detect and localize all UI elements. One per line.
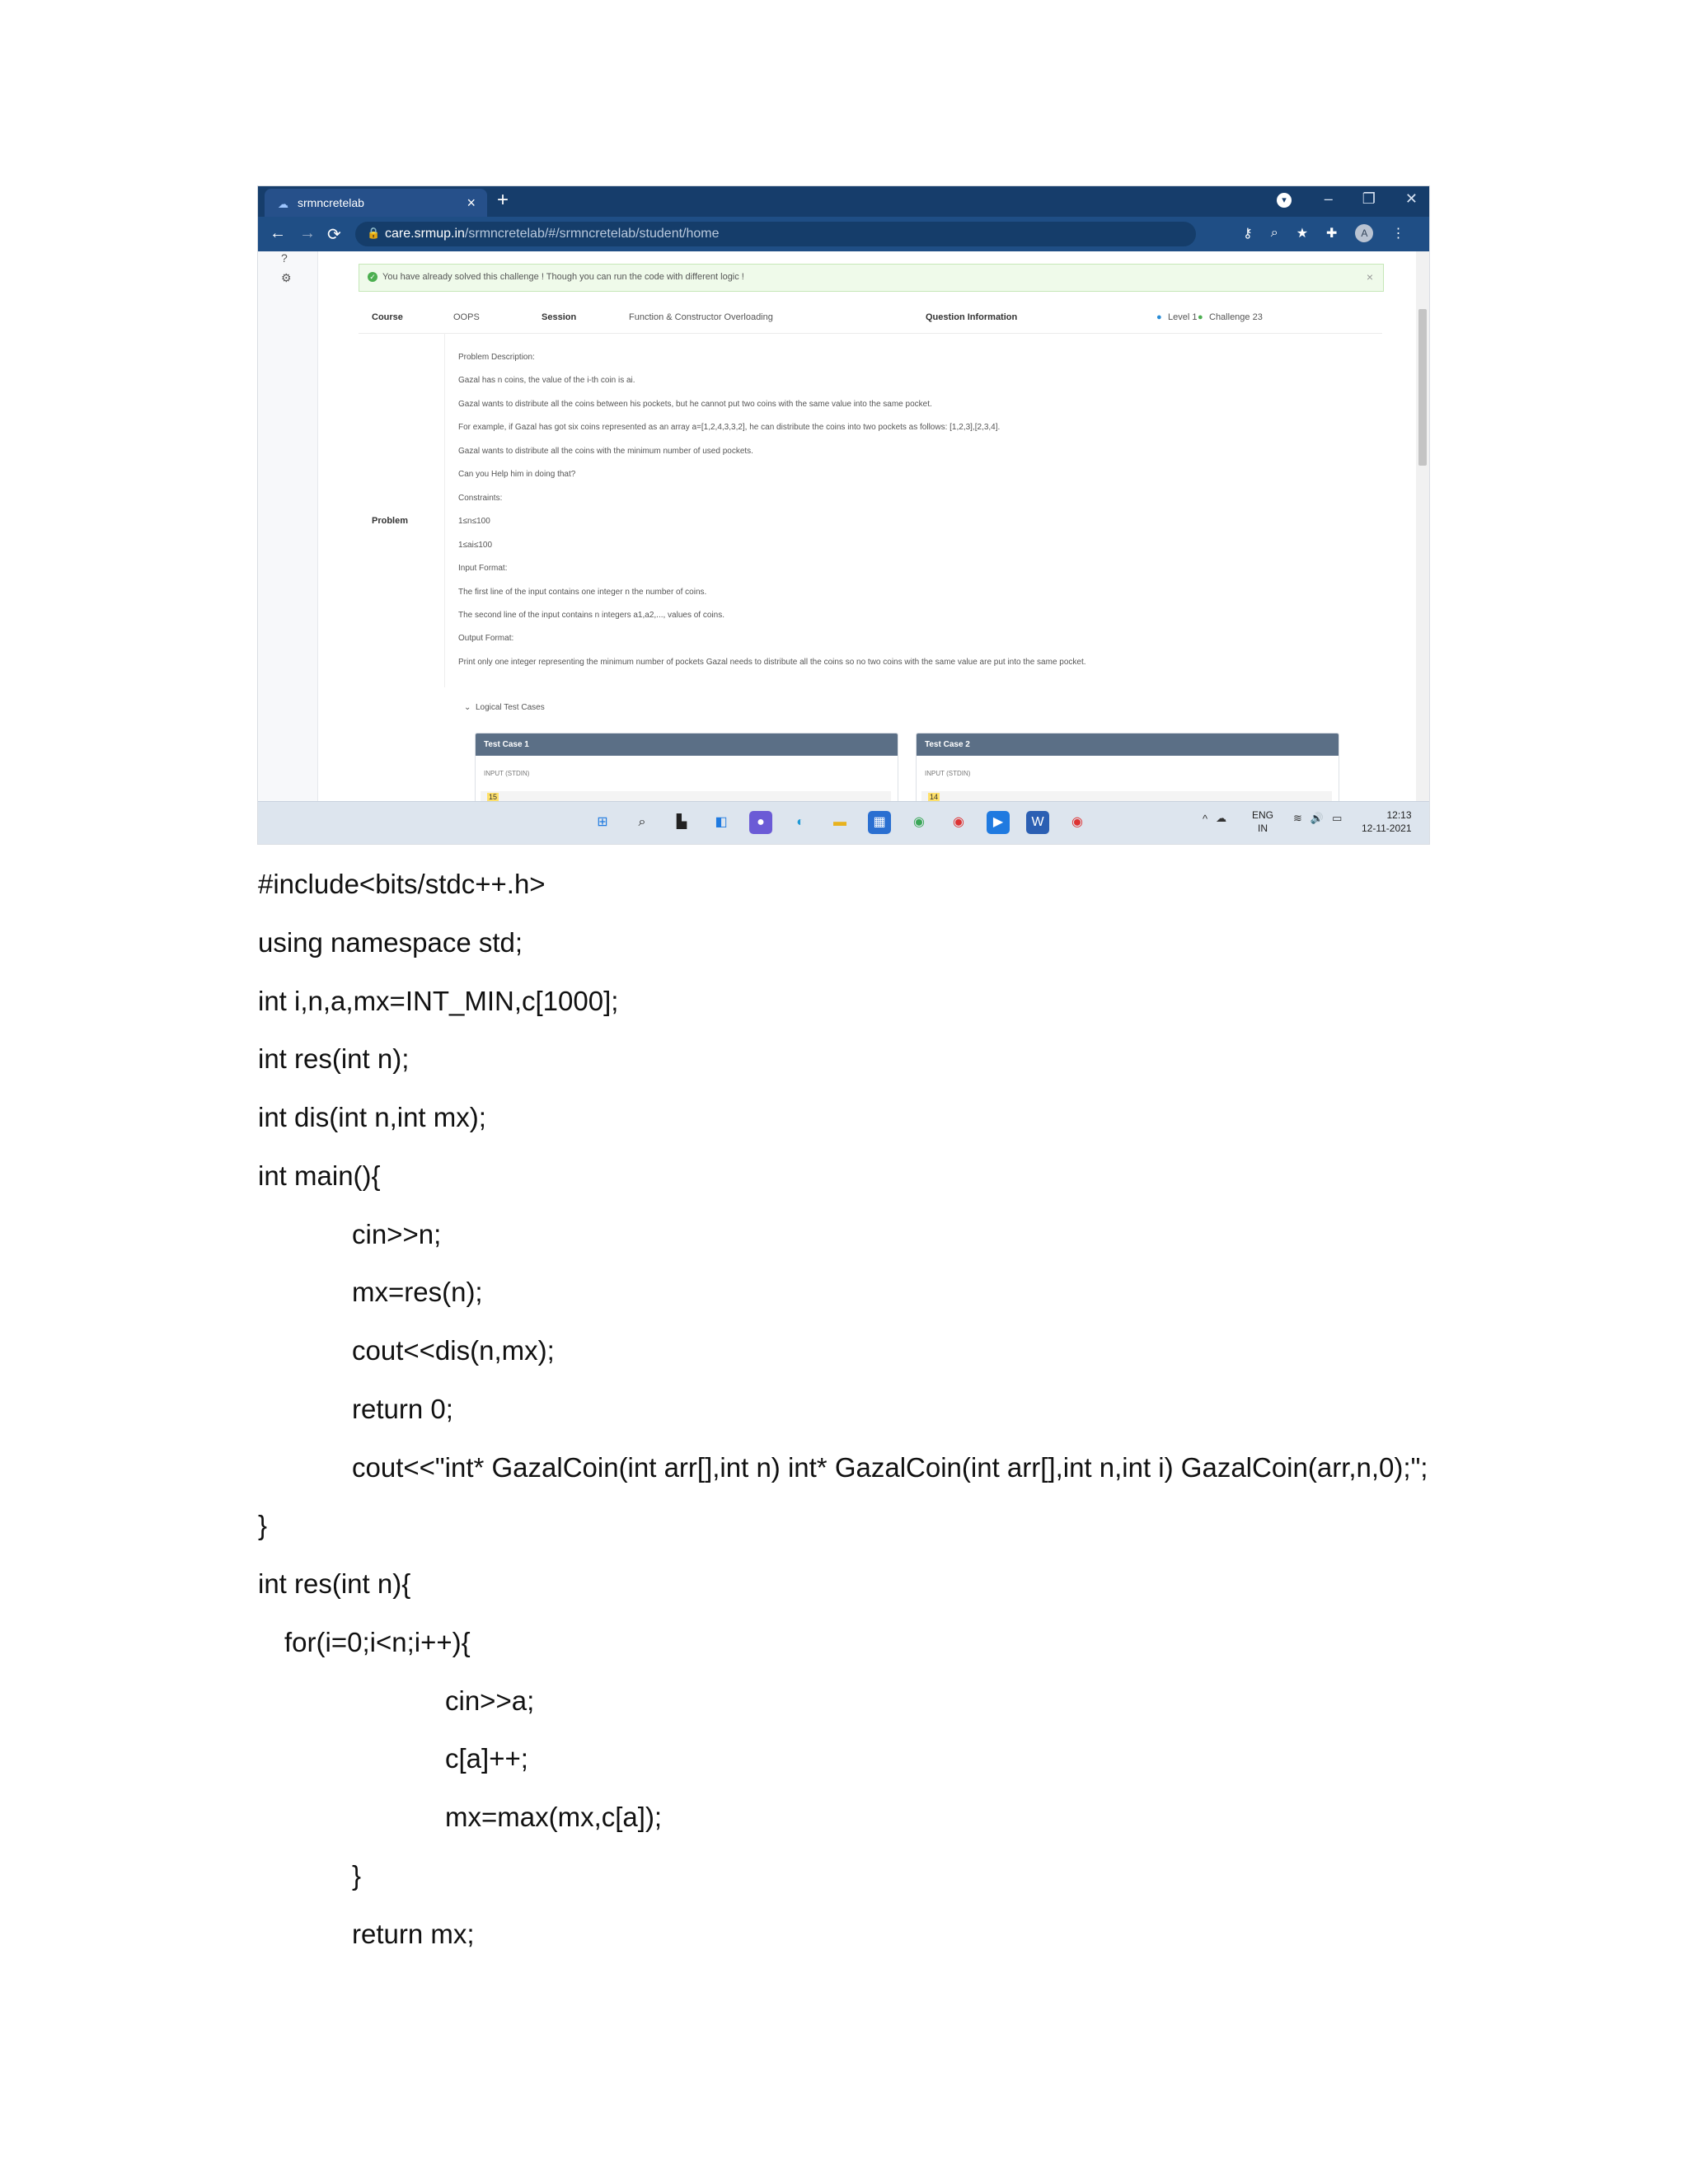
clock-time: 12:13 xyxy=(1386,809,1412,821)
problem-line: 1≤ai≤100 xyxy=(458,541,493,550)
code-line: int dis(int n,int mx); xyxy=(258,1102,486,1132)
code-line: cin>>n; xyxy=(352,1219,442,1249)
star-icon[interactable]: ★ xyxy=(1296,227,1309,241)
test-case-title: Test Case 1 xyxy=(476,733,898,756)
problem-line: The second line of the input contains n integers a1,a2,..., values of coins. xyxy=(458,611,724,620)
tab-close-button[interactable]: × xyxy=(467,194,476,211)
onedrive-icon[interactable]: ☁ xyxy=(1216,812,1227,824)
test-cases-label: Logical Test Cases xyxy=(475,703,545,712)
back-icon[interactable]: ← xyxy=(270,224,286,242)
input-box[interactable] xyxy=(921,791,1332,801)
chrome-profile-icon[interactable]: ◉ xyxy=(953,815,964,829)
web-page xyxy=(258,251,1429,801)
wifi-icon[interactable]: ≋ xyxy=(1293,812,1302,824)
chat-icon[interactable]: ● xyxy=(749,811,772,834)
chevron-up-icon[interactable]: ^ xyxy=(1203,812,1208,825)
battery-icon[interactable]: ▭ xyxy=(1332,812,1343,824)
code-line: #include<bits/stdc++.h> xyxy=(258,869,546,899)
volume-icon[interactable]: 🔊 xyxy=(1310,812,1325,824)
session-value: Function & Constructor Overloading xyxy=(629,312,773,322)
input-box[interactable] xyxy=(481,791,891,801)
code-line: } xyxy=(352,1860,362,1891)
url-path: /srmncretelab/#/srmncretelab/student/home xyxy=(464,227,720,241)
reload-icon[interactable]: ⟳ xyxy=(327,226,341,244)
code-line: return mx; xyxy=(352,1919,475,1949)
check-icon: ✓ xyxy=(368,272,377,282)
session-label: Session xyxy=(542,312,577,322)
media-player-icon[interactable]: ▶ xyxy=(987,811,1010,834)
problem-line: Gazal has n coins, the value of the i-th coin is ai. xyxy=(458,376,635,385)
profile-avatar[interactable]: A xyxy=(1355,224,1373,242)
page-scrollbar[interactable] xyxy=(1416,251,1429,801)
level-dot: ● xyxy=(1156,312,1162,322)
start-icon[interactable]: ⊞ xyxy=(597,815,608,829)
code-line: for(i=0;i<n;i++){ xyxy=(284,1627,471,1657)
test-case-card xyxy=(916,733,1339,801)
chevron-down-icon: ⌄ xyxy=(464,703,471,712)
course-label: Course xyxy=(372,312,403,322)
course-value: OOPS xyxy=(453,312,480,322)
problem-line: For example, if Gazal has got six coins represented as an array a=[1,2,4,3,3,2], he can distribute the coins into two pockets as follows: [1,2,3],[2,3,4]. xyxy=(458,423,1001,432)
language-indicator[interactable] xyxy=(1252,808,1273,835)
clock-date: 12-11-2021 xyxy=(1362,823,1412,834)
problem-line: Can you Help him in doing that? xyxy=(458,470,576,479)
download-icon[interactable]: ▾ xyxy=(1277,193,1292,208)
input-label: INPUT (STDIN) xyxy=(484,770,530,777)
challenge-value: Challenge 23 xyxy=(1209,312,1263,322)
code-line: int res(int n); xyxy=(258,1043,410,1074)
banner-message: You have already solved this challenge ! Though you can run the code with different logic ! xyxy=(382,272,744,282)
problem-line: Gazal wants to distribute all the coins with the minimum number of used pockets. xyxy=(458,447,753,456)
cloud-icon: ☁ xyxy=(278,198,288,210)
help-icon[interactable]: ? xyxy=(281,251,288,265)
status-icons xyxy=(1293,812,1342,825)
code-line: mx=res(n); xyxy=(352,1277,483,1307)
problem-line: Input Format: xyxy=(458,564,508,573)
success-banner xyxy=(359,264,1384,292)
problem-label: Problem xyxy=(372,516,409,526)
search-icon[interactable]: ⌕ xyxy=(638,815,646,829)
problem-line: Constraints: xyxy=(458,494,503,503)
code-line: int res(int n){ xyxy=(258,1568,411,1599)
tab-bar xyxy=(258,186,1429,217)
code-line: mx=max(mx,c[a]); xyxy=(445,1802,663,1832)
code-line: cout<<"int* GazalCoin(int arr[],int n) int* GazalCoin(int arr[],int n,int i) GazalCoin(arr,n,0);"; xyxy=(352,1452,1428,1483)
lang-top: ENG xyxy=(1252,809,1274,821)
key-icon[interactable]: ⚷ xyxy=(1243,227,1253,241)
problem-line: The first line of the input contains one integer n the number of coins. xyxy=(458,588,707,597)
test-case-title: Test Case 2 xyxy=(917,733,1339,756)
problem-line: Gazal wants to distribute all the coins between his pockets, but he cannot put two coins with the same value into the same pocket. xyxy=(458,400,932,409)
menu-icon[interactable]: ⋮ xyxy=(1391,227,1405,241)
url-field[interactable] xyxy=(355,222,1196,246)
lock-icon: 🔒 xyxy=(367,227,381,239)
left-rail xyxy=(258,251,318,801)
browser-tab[interactable] xyxy=(265,189,487,217)
task-view-icon[interactable]: ▙ xyxy=(676,815,687,829)
taskbar-apps xyxy=(591,811,1089,834)
lang-bottom: IN xyxy=(1258,823,1268,834)
address-bar-row xyxy=(258,217,1429,251)
code-line: } xyxy=(258,1510,268,1540)
zoom-icon[interactable]: ⌕ xyxy=(1270,226,1278,240)
problem-line: Problem Description: xyxy=(458,353,535,362)
code-line: c[a]++; xyxy=(445,1743,528,1774)
restore-button[interactable]: ❐ xyxy=(1362,190,1376,207)
close-window-button[interactable]: ✕ xyxy=(1404,190,1418,207)
browser-screenshot xyxy=(258,186,1429,844)
file-explorer-icon[interactable]: ▬ xyxy=(833,815,846,829)
store-icon[interactable]: ▦ xyxy=(868,811,891,834)
code-line: return 0; xyxy=(352,1394,453,1424)
windows-taskbar xyxy=(258,801,1429,844)
chrome-icon[interactable]: ◉ xyxy=(913,815,925,829)
scrollbar-thumb[interactable] xyxy=(1418,309,1427,466)
clock[interactable] xyxy=(1362,808,1412,835)
window-controls xyxy=(1325,190,1418,208)
code-line: cin>>a; xyxy=(445,1685,535,1716)
problem-line: Print only one integer representing the minimum number of pockets Gazal needs to distribute all the coins so no two coins with the same value are put into the same pocket. xyxy=(458,658,1086,667)
question-info-label: Question Information xyxy=(926,312,1018,322)
toolbar-icons xyxy=(1243,224,1404,242)
input-label: INPUT (STDIN) xyxy=(925,770,971,777)
widgets-icon[interactable]: ◧ xyxy=(715,815,728,829)
word-icon[interactable]: W xyxy=(1026,811,1049,834)
settings-icon[interactable]: ⚙ xyxy=(281,271,292,284)
level-value: Level 1 xyxy=(1168,312,1198,322)
system-tray xyxy=(1203,812,1226,825)
banner-close-icon[interactable]: × xyxy=(1366,270,1373,284)
url-host: care.srmup.in xyxy=(385,227,465,241)
code-line: int main(){ xyxy=(258,1160,381,1191)
code-line: int i,n,a,mx=INT_MIN,c[1000]; xyxy=(258,986,619,1016)
problem-line: Output Format: xyxy=(458,634,514,643)
question-info-bar xyxy=(359,302,1382,334)
edge-icon[interactable]: ◐ xyxy=(796,815,804,829)
problem-line: 1≤n≤100 xyxy=(458,517,490,526)
forward-icon[interactable]: → xyxy=(299,224,316,242)
input-value: 14 xyxy=(930,793,939,801)
code-line: cout<<dis(n,mx); xyxy=(352,1335,555,1366)
minimize-button[interactable]: – xyxy=(1324,190,1333,207)
chrome-active-icon[interactable]: ◉ xyxy=(1071,815,1083,829)
input-value: 15 xyxy=(489,793,498,801)
problem-label-cell xyxy=(359,333,445,687)
test-case-card xyxy=(475,733,898,801)
new-tab-button[interactable]: + xyxy=(497,189,509,211)
extensions-icon[interactable]: ✚ xyxy=(1326,227,1338,241)
tab-title: srmncretelab xyxy=(298,196,364,209)
code-line: using namespace std; xyxy=(258,927,523,958)
logical-test-cases-toggle[interactable] xyxy=(464,703,545,712)
challenge-dot: ● xyxy=(1198,312,1203,322)
